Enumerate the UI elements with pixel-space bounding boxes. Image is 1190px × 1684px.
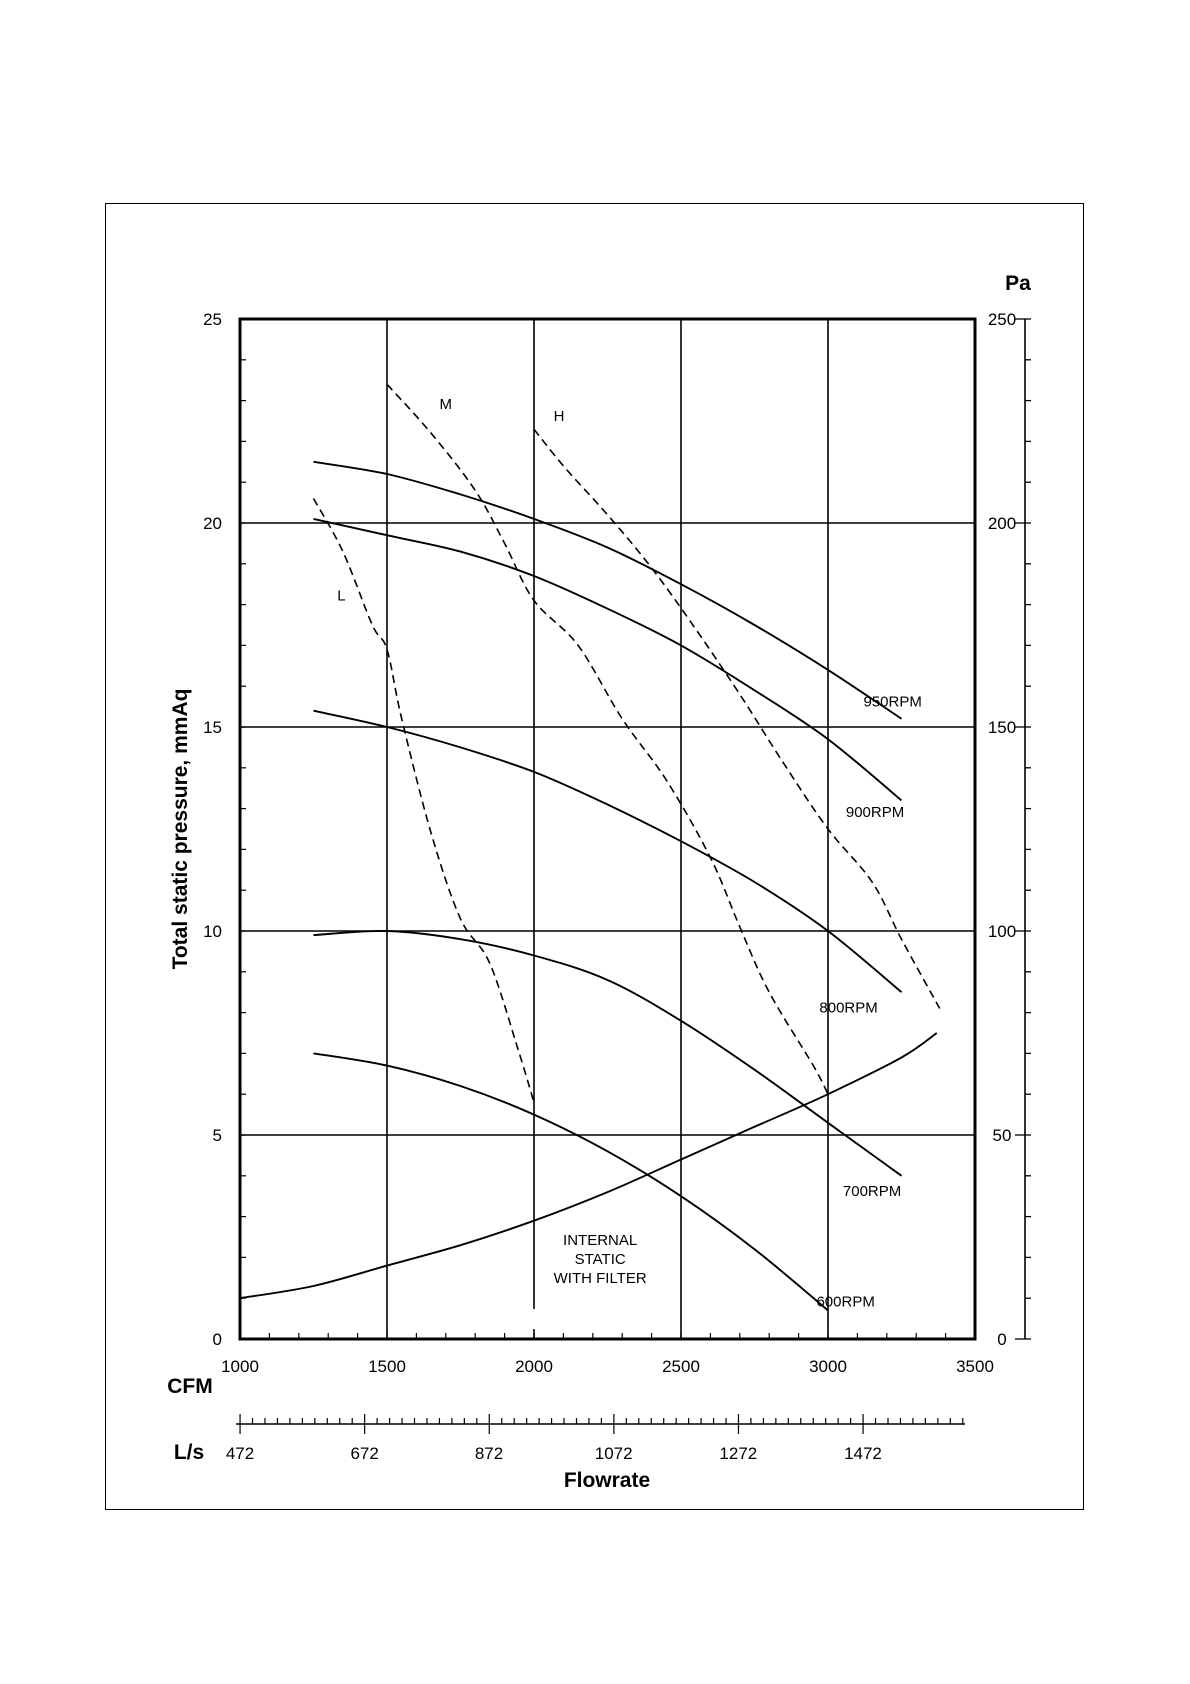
series-line-800rpm: [314, 711, 905, 993]
y-tick-label: 10: [203, 922, 222, 941]
cfm-unit-label: CFM: [167, 1375, 213, 1398]
x-tick-label: 1000: [221, 1357, 259, 1376]
y-tick-label: 20: [203, 514, 222, 533]
series-label-internal-static-with-filter: STATIC: [574, 1251, 626, 1269]
y-tick-label: 15: [203, 718, 222, 737]
pa-tick-label: 0: [997, 1330, 1007, 1349]
series-label-l: L: [337, 587, 346, 605]
y-tick-label: 25: [203, 310, 222, 329]
ls-tick-label: 872: [474, 1444, 504, 1463]
ls-tick-label: 472: [225, 1444, 255, 1463]
x-tick-label: 3500: [956, 1357, 994, 1376]
series-label-internal-static-with-filter: INTERNAL: [563, 1232, 638, 1250]
x-tick-label: 1500: [368, 1357, 406, 1376]
y-tick-label: 0: [212, 1330, 222, 1349]
pa-tick-label: 150: [987, 718, 1017, 737]
ls-tick-label: 1472: [844, 1444, 882, 1463]
series-label-900rpm: 900RPM: [845, 803, 905, 821]
y-tick-label: 5: [212, 1126, 222, 1145]
series-label-h: H: [553, 408, 565, 425]
x-tick-label: 3000: [809, 1357, 847, 1376]
ls-tick-label: 1272: [719, 1444, 758, 1463]
series-label-800rpm: 800RPM: [819, 999, 878, 1017]
x-tick-label: 2000: [515, 1357, 553, 1376]
y-axis-title: Total static pressure, mmAq: [169, 688, 192, 970]
series-label-internal-static-with-filter: WITH FILTER: [553, 1270, 647, 1288]
ls-tick-label: 1072: [594, 1444, 633, 1463]
pa-tick-label: 250: [987, 310, 1017, 329]
pa-tick-label: 50: [992, 1126, 1012, 1145]
x-tick-label: 2500: [662, 1357, 700, 1376]
pa-tick-label: 100: [987, 922, 1017, 941]
series-line-700rpm: [314, 931, 902, 1176]
series-line-l: [314, 499, 535, 1103]
ls-tick-label: 672: [350, 1444, 379, 1463]
pa-axis-title: Pa: [1005, 272, 1031, 295]
series-label-700rpm: 700RPM: [842, 1183, 902, 1201]
series-line-m: [387, 384, 828, 1094]
series-label-950rpm: 950RPM: [863, 693, 922, 711]
series-line-950rpm: [314, 462, 902, 719]
series-line-h: [534, 429, 940, 1008]
series-label-600rpm: 600RPM: [816, 1293, 875, 1311]
ls-unit-label: L/s: [173, 1441, 205, 1464]
x-axis-title: Flowrate: [563, 1469, 651, 1492]
pa-tick-label: 200: [987, 514, 1017, 533]
series-label-m: M: [439, 395, 453, 413]
